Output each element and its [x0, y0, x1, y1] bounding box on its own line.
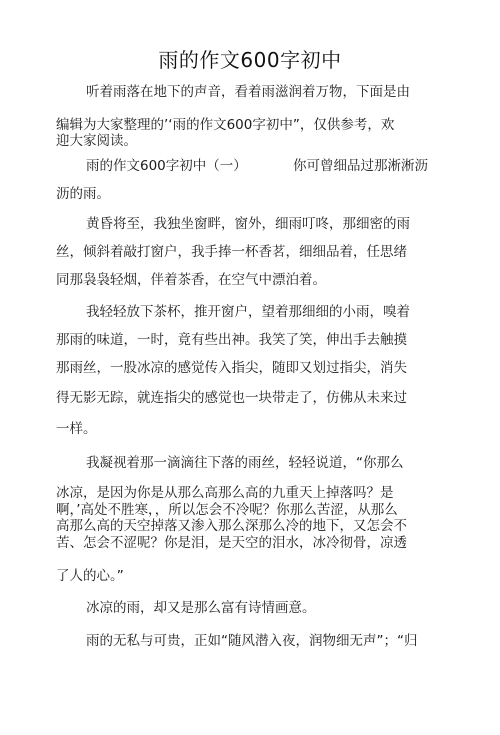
text-line: 了人的心。” [56, 568, 124, 584]
text-line: 丝，倾斜着敲打窗户，我手捧一杯香茗，细细品着，任思绪 [56, 244, 407, 260]
text-line: 迎大家阅读。 [56, 133, 137, 149]
text-line: 冰凉的雨，却又是那么富有诗情画意。 [86, 600, 316, 616]
text-line: 我轻轻放下茶杯，推开窗户，望着那细细的小雨，嗅着 [86, 304, 410, 320]
text-line: 那雨的味道，一时，竟有些出神。我笑了笑，伸出手去触摸 [56, 332, 407, 348]
text-line: 你可曾细品过那淅淅沥 [293, 158, 428, 174]
text-line: 雨的无私与可贵，正如“随风潜入夜，润物细无声”；“归 [86, 633, 418, 649]
text-line: 沥的雨。 [56, 186, 110, 202]
text-line: 苦、怎会不涩呢？你是泪，是天空的泪水，冰冷彻骨，凉透 [56, 535, 407, 551]
section-heading: 雨的作文600字初中（一） [86, 158, 247, 174]
text-line: 冰凉，是因为你是从那么高那么高的九重天上掉落吗？是 [56, 485, 394, 501]
text-line: 我凝视着那一滴滴往下落的雨丝，轻轻说道，“你那么 [86, 455, 404, 471]
text-line: 一样。 [56, 421, 97, 437]
text-line: 黄昏将至，我独坐窗畔，窗外，细雨叮咚，那细密的雨 [86, 216, 410, 232]
document-title: 雨的作文600字初中 [158, 48, 342, 72]
text-line: 编辑为大家整理的’‘雨的作文600字初中”，仅供参考，欢 [56, 117, 395, 133]
text-line: 高那么高的天空掉落又渗入那么深那么冷的地下，又怎会不 [56, 518, 407, 534]
text-line: 啊，’高处不胜寒，，所以怎会不冷呢？你那么苦涩，从那么 [56, 502, 398, 518]
text-line: 得无影无踪，就连指尖的感觉也一块带走了，仿佛从未来过 [56, 390, 407, 406]
text-line: 听着雨落在地下的声音，看着雨滋润着万物，下面是由 [86, 84, 410, 100]
text-line: 同那袅袅轻烟，伴着茶香，在空气中漂泊着。 [56, 272, 326, 288]
text-line: 那雨丝，一股冰凉的感觉传入指尖，随即又划过指尖，消失 [56, 360, 407, 376]
